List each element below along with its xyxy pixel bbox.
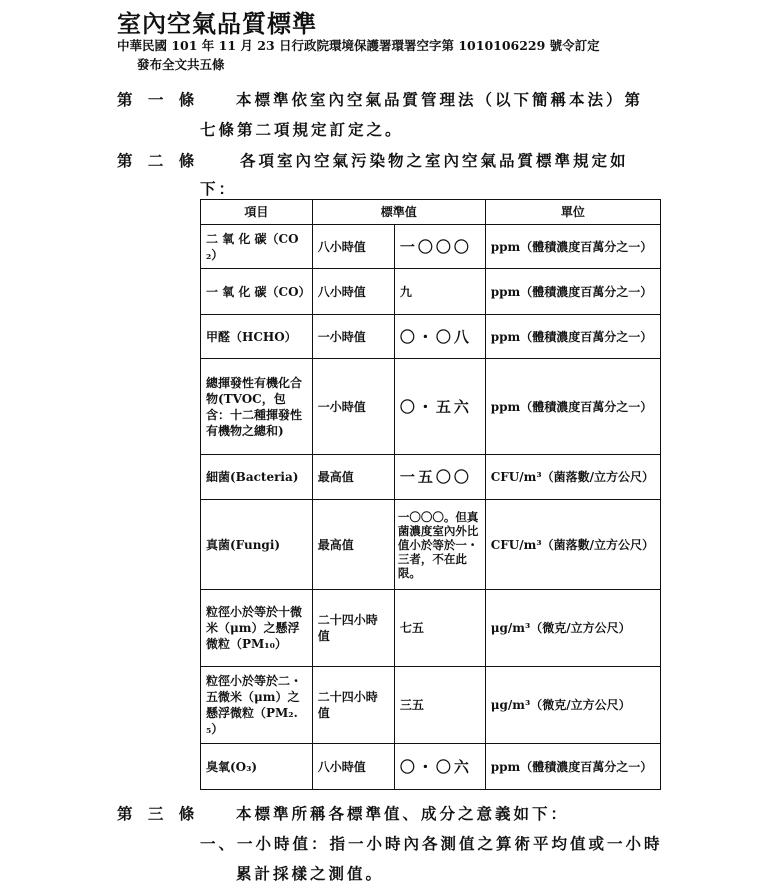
row-item: 粒徑小於等於十微米（μm）之懸浮微粒（PM₁₀） <box>201 590 313 667</box>
row-item: 細菌(Bacteria) <box>201 455 313 500</box>
row-period: 二十四小時值 <box>312 667 394 744</box>
table-row <box>201 590 661 667</box>
row-period: 一小時值 <box>312 359 394 455</box>
row-period: 最高值 <box>312 500 394 590</box>
table-header-row <box>201 200 661 225</box>
row-value: 七五 <box>394 590 485 667</box>
row-item: 一 氧 化 碳（CO） <box>201 269 313 315</box>
row-item: 粒徑小於等於二・五微米（μm）之懸浮微粒（PM₂.₅） <box>201 667 313 744</box>
row-unit: CFU/m³（菌落數/立方公尺） <box>485 500 660 590</box>
article-3-text-line2: 一、一小時值：指一小時內各測值之算術平均值或一小時 <box>200 834 663 853</box>
article-3-label: 第 三 條 <box>117 804 200 823</box>
article-1-text-line2: 七條第二項規定訂定之。 <box>200 120 404 139</box>
table-row <box>201 269 661 315</box>
row-period: 八小時值 <box>312 744 394 790</box>
table-row <box>201 667 661 744</box>
article-2-text-line2: 下： <box>200 179 238 198</box>
article-3-text-line1: 本標準所稱各標準值、成分之意義如下： <box>236 804 570 823</box>
article-2-label: 第 二 條 <box>117 151 200 170</box>
header-standard: 標準值 <box>312 200 485 225</box>
row-unit: CFU/m³（菌落數/立方公尺） <box>485 455 660 500</box>
header-item: 項目 <box>201 200 313 225</box>
row-unit: ppm（體積濃度百萬分之一） <box>485 225 660 269</box>
row-value: 〇・〇八 <box>394 315 485 359</box>
header-unit: 單位 <box>485 200 660 225</box>
row-unit: ppm（體積濃度百萬分之一） <box>485 359 660 455</box>
row-value: 九 <box>394 269 485 315</box>
row-unit: ppm（體積濃度百萬分之一） <box>485 269 660 315</box>
air-quality-standards-table <box>200 199 661 790</box>
row-value: 三五 <box>394 667 485 744</box>
row-item: 真菌(Fungi) <box>201 500 313 590</box>
table-row <box>201 744 661 790</box>
row-value: 一〇〇〇 <box>394 225 485 269</box>
table-row <box>201 225 661 269</box>
promulgation-line-2: 發布全文共五條 <box>137 57 225 72</box>
article-1-text-line1: 本標準依室內空氣品質管理法（以下簡稱本法）第 <box>236 90 644 109</box>
row-item: 甲醛（HCHO） <box>201 315 313 359</box>
row-unit: ppm（體積濃度百萬分之一） <box>485 315 660 359</box>
table-row <box>201 455 661 500</box>
row-item: 二 氧 化 碳（CO₂） <box>201 225 313 269</box>
row-period: 八小時值 <box>312 269 394 315</box>
table-row <box>201 359 661 455</box>
table-row <box>201 500 661 590</box>
row-value: 一五〇〇 <box>394 455 485 500</box>
row-period: 一小時值 <box>312 315 394 359</box>
row-item: 臭氧(O₃) <box>201 744 313 790</box>
row-period: 最高值 <box>312 455 394 500</box>
row-item: 總揮發性有機化合物(TVOC，包含：十二種揮發性有機物之總和) <box>201 359 313 455</box>
article-2-text-line1: 各項室內空氣污染物之室內空氣品質標準規定如 <box>240 151 629 170</box>
row-period: 八小時值 <box>312 225 394 269</box>
promulgation-line: 中華民國 101 年 11 月 23 日行政院環境保護署環署空字第 1010106229 號令訂定 <box>117 38 600 53</box>
row-unit: μg/m³（微克/立方公尺） <box>485 590 660 667</box>
table-row <box>201 315 661 359</box>
document-title: 室內空氣品質標準 <box>117 9 317 38</box>
row-unit: ppm（體積濃度百萬分之一） <box>485 744 660 790</box>
row-value: 〇・五六 <box>394 359 485 455</box>
article-1-label: 第 一 條 <box>117 90 200 109</box>
row-value: 一〇〇〇。但真菌濃度室內外比值小於等於一・三者，不在此限。 <box>394 500 485 590</box>
row-period: 二十四小時值 <box>312 590 394 667</box>
row-unit: μg/m³（微克/立方公尺） <box>485 667 660 744</box>
row-value: 〇・〇六 <box>394 744 485 790</box>
article-3-text-line3: 累計採樣之測值。 <box>236 864 385 883</box>
